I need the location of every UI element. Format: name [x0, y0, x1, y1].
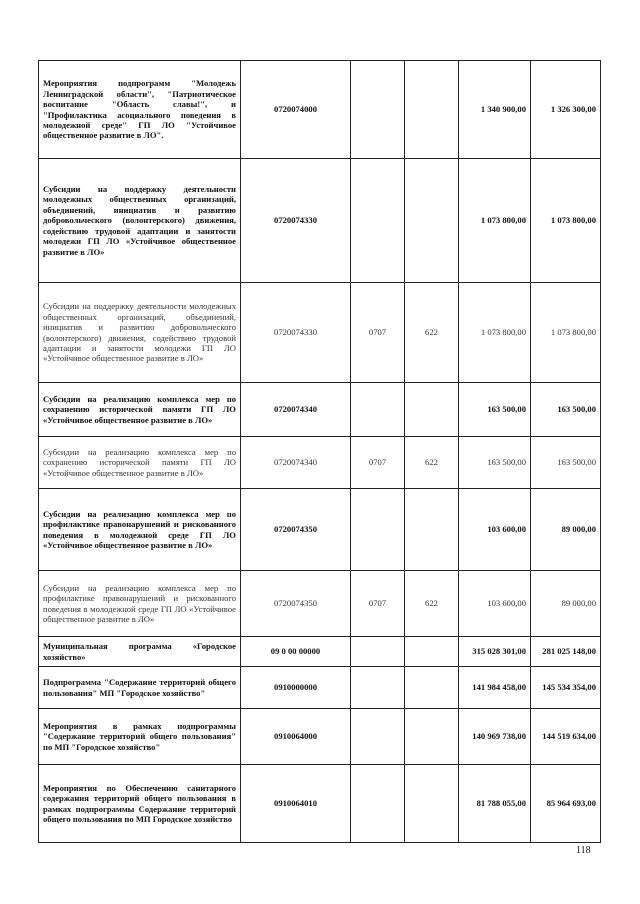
- table-row: [39, 283, 601, 383]
- amount-year-2: 281 025 148,00: [531, 637, 601, 667]
- amount-year-1: 1 340 900,00: [459, 61, 531, 159]
- row-name: Субсидии на поддержку деятельности молодежных общественных организаций, объединений, инициатив и развитию добровольческого (волонтерского) движения, содействию трудовой адаптации и занятости молодежи ГП ЛО «Устойчивое общественное развитие в ЛО»: [39, 283, 241, 383]
- amount-year-1: 163 500,00: [459, 437, 531, 489]
- target-article-code: 0910064010: [241, 765, 351, 843]
- section-code: 0707: [351, 437, 405, 489]
- row-name: Подпрограмма "Содержание территорий общего пользования" МП "Городское хозяйство": [39, 667, 241, 709]
- amount-year-2: 1 073 800,00: [531, 159, 601, 283]
- section-code: [351, 709, 405, 765]
- table-row: [39, 571, 601, 637]
- table-row: [39, 765, 601, 843]
- table-row: [39, 709, 601, 765]
- row-name: Муниципальная программа «Городское хозяйство»: [39, 637, 241, 667]
- expense-type-code: 622: [405, 283, 459, 383]
- target-article-code: 0720074340: [241, 383, 351, 437]
- section-code: [351, 61, 405, 159]
- expense-type-code: [405, 159, 459, 283]
- target-article-code: 0720074330: [241, 159, 351, 283]
- target-article-code: 0720074000: [241, 61, 351, 159]
- table-row: [39, 383, 601, 437]
- section-code: [351, 637, 405, 667]
- budget-table-body: [39, 61, 601, 843]
- amount-year-1: 1 073 800,00: [459, 283, 531, 383]
- expense-type-code: [405, 667, 459, 709]
- amount-year-2: 89 000,00: [531, 571, 601, 637]
- amount-year-1: 103 600,00: [459, 571, 531, 637]
- table-row: [39, 637, 601, 667]
- amount-year-1: 315 028 301,00: [459, 637, 531, 667]
- target-article-code: 0910000000: [241, 667, 351, 709]
- amount-year-2: 144 519 634,00: [531, 709, 601, 765]
- section-code: [351, 159, 405, 283]
- table-row: [39, 61, 601, 159]
- expense-type-code: 622: [405, 571, 459, 637]
- section-code: [351, 667, 405, 709]
- amount-year-2: 85 964 693,00: [531, 765, 601, 843]
- target-article-code: 0720074350: [241, 571, 351, 637]
- amount-year-2: 163 500,00: [531, 383, 601, 437]
- row-name: Мероприятия в рамках подпрограммы "Содержание территорий общего пользования" по МП "Городское хозяйство": [39, 709, 241, 765]
- table-row: [39, 437, 601, 489]
- target-article-code: 09 0 00 00000: [241, 637, 351, 667]
- table-row: [39, 159, 601, 283]
- amount-year-1: 141 984 458,00: [459, 667, 531, 709]
- row-name: Мероприятия по Обеспечению санитарного содержания территорий общего пользования в рамках подпрограммы Содержание территорий общего пользования по МП Городское хозяйство: [39, 765, 241, 843]
- amount-year-2: 89 000,00: [531, 489, 601, 571]
- target-article-code: 0720074340: [241, 437, 351, 489]
- expense-type-code: 622: [405, 437, 459, 489]
- amount-year-1: 163 500,00: [459, 383, 531, 437]
- section-code: [351, 383, 405, 437]
- section-code: 0707: [351, 283, 405, 383]
- amount-year-1: 1 073 800,00: [459, 159, 531, 283]
- row-name: Субсидии на реализацию комплекса мер по профилактике правонарушений и рискованного поведения в молодежной среде ГП ЛО «Устойчивое общественное развитие в ЛО»: [39, 571, 241, 637]
- budget-table: [38, 60, 601, 843]
- expense-type-code: [405, 765, 459, 843]
- table-row: [39, 667, 601, 709]
- amount-year-2: 163 500,00: [531, 437, 601, 489]
- amount-year-1: 81 788 055,00: [459, 765, 531, 843]
- page-number: 118: [576, 845, 591, 856]
- row-name: Субсидии на реализацию комплекса мер по профилактике правонарушений и рискованного поведения в молодежной среде ГП ЛО «Устойчивое общественное развитие в ЛО»: [39, 489, 241, 571]
- amount-year-2: 1 073 800,00: [531, 283, 601, 383]
- amount-year-2: 145 534 354,00: [531, 667, 601, 709]
- expense-type-code: [405, 637, 459, 667]
- section-code: [351, 489, 405, 571]
- section-code: [351, 765, 405, 843]
- section-code: 0707: [351, 571, 405, 637]
- amount-year-1: 140 969 738,00: [459, 709, 531, 765]
- target-article-code: 0720074350: [241, 489, 351, 571]
- expense-type-code: [405, 383, 459, 437]
- target-article-code: 0910064000: [241, 709, 351, 765]
- expense-type-code: [405, 489, 459, 571]
- row-name: Мероприятия подпрограмм "Молодежь Ленинградской области", "Патриотическое воспитание "Область славы!", и "Профилактика асоциального поведения в молодежной среде" ГП ЛО "Устойчивое общественное развитие в ЛО".: [39, 61, 241, 159]
- expense-type-code: [405, 709, 459, 765]
- row-name: Субсидии на реализацию комплекса мер по сохранению исторической памяти ГП ЛО «Устойчивое общественное развитие в ЛО»: [39, 437, 241, 489]
- row-name: Субсидии на поддержку деятельности молодежных общественных организаций, объединений, инициатив и развитию добровольческого (волонтерского) движения, содействию трудовой адаптации и занятости молодежи ГП ЛО «Устойчивое общественное развитие в ЛО»: [39, 159, 241, 283]
- target-article-code: 0720074330: [241, 283, 351, 383]
- amount-year-2: 1 326 300,00: [531, 61, 601, 159]
- table-row: [39, 489, 601, 571]
- expense-type-code: [405, 61, 459, 159]
- amount-year-1: 103 600,00: [459, 489, 531, 571]
- row-name: Субсидии на реализацию комплекса мер по сохранению исторической памяти ГП ЛО «Устойчивое общественное развитие в ЛО»: [39, 383, 241, 437]
